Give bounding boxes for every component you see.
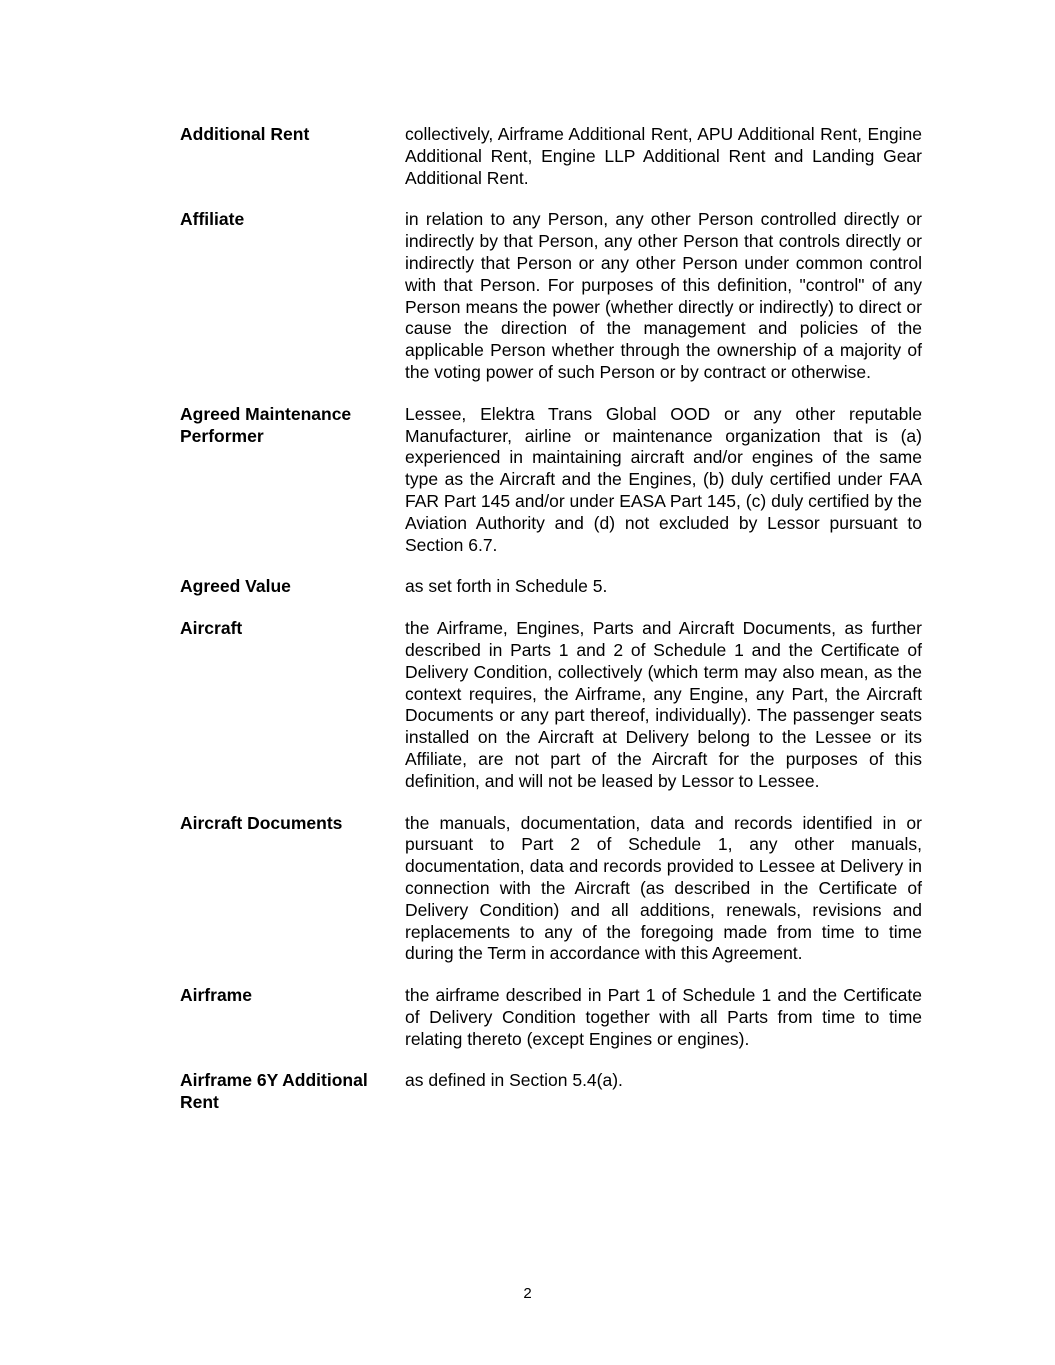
definitions-list bbox=[180, 124, 922, 1134]
definition-entry-airframe-6y-additional-rent bbox=[180, 1070, 922, 1114]
definition-text: Lessee, Elektra Trans Global OOD or any other reputable Manufacturer, airline or maintenance organization that is (a) experienced in maintaining aircraft and/or engines of the same type as the Aircraft and the Engines, (b) duly certified under FAA FAR Part 145 and/or under EASA Part 145, (c) duly certified by the Aviation Authority and (d) not excluded by Lessor pursuant to Section 6.7. bbox=[405, 403, 922, 555]
definition-term: Additional Rent bbox=[180, 124, 310, 144]
definition-text: the Airframe, Engines, Parts and Aircraft Documents, as further described in Parts 1 and 2 of Schedule 1 and the Certificate of Delivery Condition, collectively (which term may also mean, as the context requires, the Airframe, any Engine, any Part, the Aircraft Documents or any part thereof, individually). The passenger seats installed on the Aircraft at Delivery belong to the Lessee or its Affiliate, are not part of the Aircraft for the purposes of this definition, and will not be leased by Lessor to Lessee. bbox=[405, 618, 922, 791]
definition-term: Aircraft Documents bbox=[180, 812, 343, 833]
definition-entry-additional-rent bbox=[180, 124, 922, 189]
definition-text: in relation to any Person, any other Person controlled directly or indirectly by that Person, any other Person that controls directly or indirectly that Person or any other Person under common control with that Person. For purposes of this definition, "control" of any Person means the power (whether directly or indirectly) to direct or cause the direction of the management and policies of the applicable Person whether through the ownership of a majority of the voting power of such Person or by contract or otherwise. bbox=[405, 209, 922, 382]
definition-term: Affiliate bbox=[180, 209, 245, 230]
definition-entry-airframe bbox=[180, 985, 922, 1050]
definition-term: Airframe 6Y Additional Rent bbox=[180, 1070, 368, 1113]
page-number: 2 bbox=[523, 1285, 532, 1302]
definition-entry-agreed-value bbox=[180, 576, 922, 598]
definition-entry-aircraft bbox=[180, 618, 922, 792]
definition-entry-agreed-maintenance-performer bbox=[180, 404, 922, 557]
definition-entry-affiliate bbox=[180, 209, 922, 383]
definition-entry-aircraft-documents bbox=[180, 813, 922, 966]
definition-term: Aircraft bbox=[180, 618, 243, 639]
definition-term: Airframe bbox=[180, 985, 252, 1006]
definition-text: the manuals, documentation, data and records identified in or pursuant to Part 2 of Schedule 1, any other manuals, documentation, data and records provided to Lessee at Delivery in connection with the Aircraft (as described in the Certificate of Delivery Condition) and all additions, renewals, revisions and replacements to any of the foregoing made from time to time during the Term in accordance with this Agreement. bbox=[405, 812, 922, 964]
definition-text: as set forth in Schedule 5. bbox=[405, 576, 608, 597]
definition-term: Agreed Maintenance Performer bbox=[180, 403, 352, 446]
definition-text: the airframe described in Part 1 of Schedule 1 and the Certificate of Delivery Condition together with all Parts from time to time relating thereto (except Engines or engines). bbox=[405, 985, 922, 1049]
definition-text: as defined in Section 5.4(a). bbox=[405, 1070, 623, 1091]
definition-text: collectively, Airframe Additional Rent, APU Additional Rent, Engine Additional Rent, Engine LLP Additional Rent and Landing Gear Additional Rent. bbox=[405, 124, 922, 188]
definition-term: Agreed Value bbox=[180, 576, 291, 597]
